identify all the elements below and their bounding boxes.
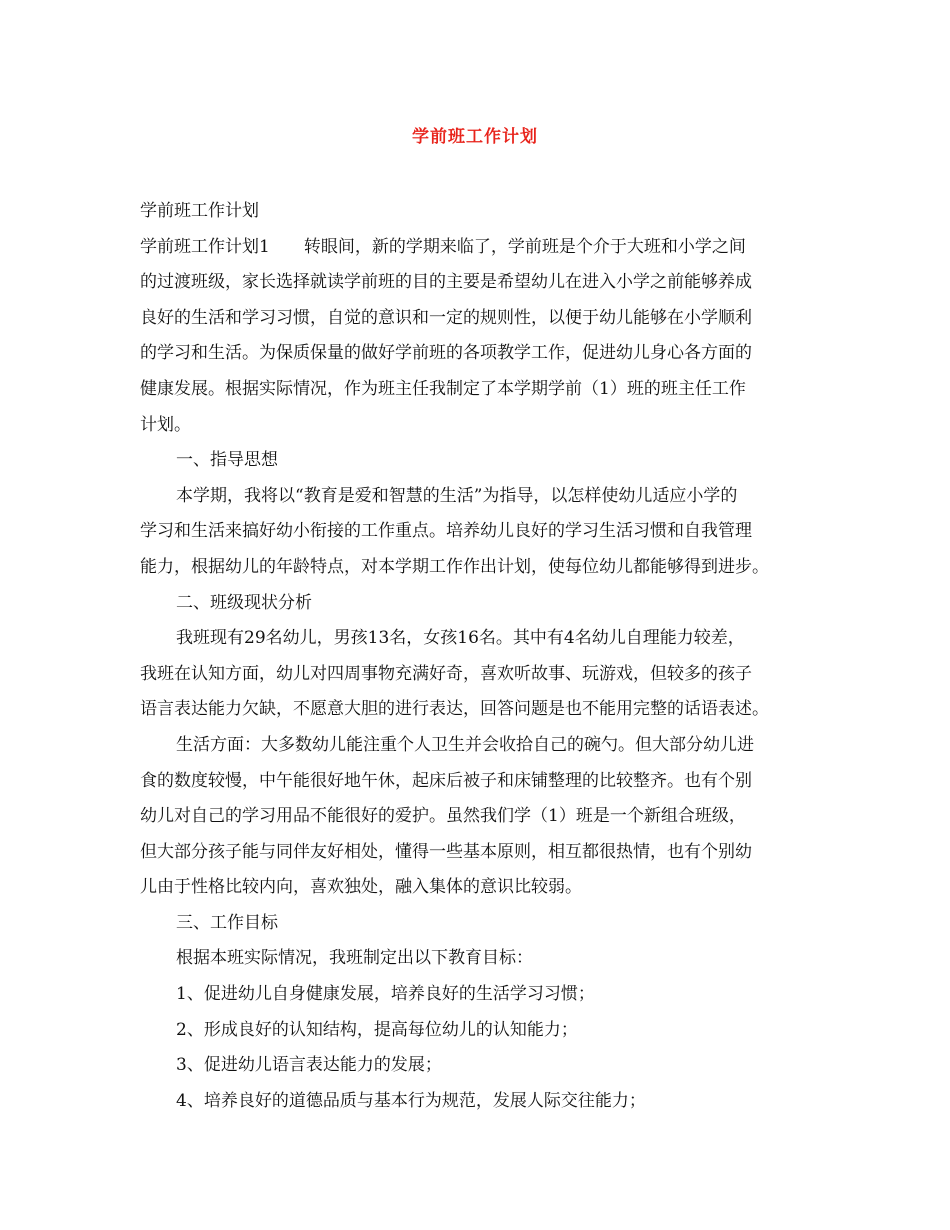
paragraph-line: 4、培养良好的道德品质与基本行为规范，发展人际交往能力； bbox=[176, 1090, 646, 1111]
paragraph-line: 学前班工作计划1 转眼间，新的学期来临了，学前班是个介于大班和小学之间 bbox=[140, 236, 746, 257]
paragraph-line: 本学期，我将以“教育是爱和智慧的生活”为指导，以怎样使幼儿适应小学的 bbox=[176, 485, 738, 506]
paragraph-line: 食的数度较慢，中午能很好地午休，起床后被子和床铺整理的比较整齐。也有个别 bbox=[140, 770, 752, 791]
paragraph-line: 二、班级现状分析 bbox=[176, 592, 312, 613]
paragraph-line: 2、形成良好的认知结构，提高每位幼儿的认知能力； bbox=[176, 1019, 578, 1040]
paragraph-line: 1、促进幼儿自身健康发展，培养良好的生活学习习惯； bbox=[176, 984, 595, 1005]
paragraph-line: 良好的生活和学习习惯，自觉的意识和一定的规则性，以便于幼儿能够在小学顺利 bbox=[140, 307, 752, 328]
document-title: 学前班工作计划 bbox=[412, 127, 538, 147]
paragraph-line: 的过渡班级，家长选择就读学前班的目的主要是希望幼儿在进入小学之前能够养成 bbox=[140, 272, 752, 293]
paragraph-line: 生活方面：大多数幼儿能注重个人卫生并会收拾自己的碗勺。但大部分幼儿进 bbox=[176, 734, 754, 755]
document-body bbox=[140, 194, 830, 1119]
paragraph-line: 儿由于性格比较内向，喜欢独处，融入集体的意识比较弱。 bbox=[140, 877, 582, 898]
paragraph-line: 我班在认知方面，幼儿对四周事物充满好奇，喜欢听故事、玩游戏，但较多的孩子 bbox=[140, 663, 752, 684]
paragraph-line: 能力，根据幼儿的年龄特点，对本学期工作作出计划，使每位幼儿都能够得到进步。 bbox=[140, 556, 769, 577]
paragraph-line: 我班现有29名幼儿，男孩13名，女孩16名。其中有4名幼儿自理能力较差， bbox=[176, 628, 745, 649]
paragraph-line: 但大部分孩子能与同伴友好相处，懂得一些基本原则，相互都很热情，也有个别幼 bbox=[140, 841, 752, 862]
paragraph-line: 学习和生活来搞好幼小衔接的工作重点。培养幼儿良好的学习生活习惯和自我管理 bbox=[140, 521, 752, 542]
paragraph-line: 幼儿对自己的学习用品不能很好的爱护。虽然我们学（1）班是一个新组合班级， bbox=[140, 806, 746, 827]
paragraph-line: 一、指导思想 bbox=[176, 450, 278, 471]
paragraph-line: 学前班工作计划 bbox=[140, 201, 259, 221]
paragraph-line: 计划。 bbox=[140, 414, 191, 435]
paragraph-line: 3、促进幼儿语言表达能力的发展； bbox=[176, 1055, 442, 1076]
paragraph-line: 三、工作目标 bbox=[176, 912, 278, 933]
paragraph-line: 健康发展。根据实际情况，作为班主任我制定了本学期学前（1）班的班主任工作 bbox=[140, 378, 746, 399]
paragraph-line: 的学习和生活。为保质保量的做好学前班的各项教学工作，促进幼儿身心各方面的 bbox=[140, 343, 752, 364]
paragraph-line: 根据本班实际情况，我班制定出以下教育目标： bbox=[176, 948, 533, 969]
paragraph-line: 语言表达能力欠缺，不愿意大胆的进行表达，回答问题是也不能用完整的话语表述。 bbox=[140, 699, 769, 720]
